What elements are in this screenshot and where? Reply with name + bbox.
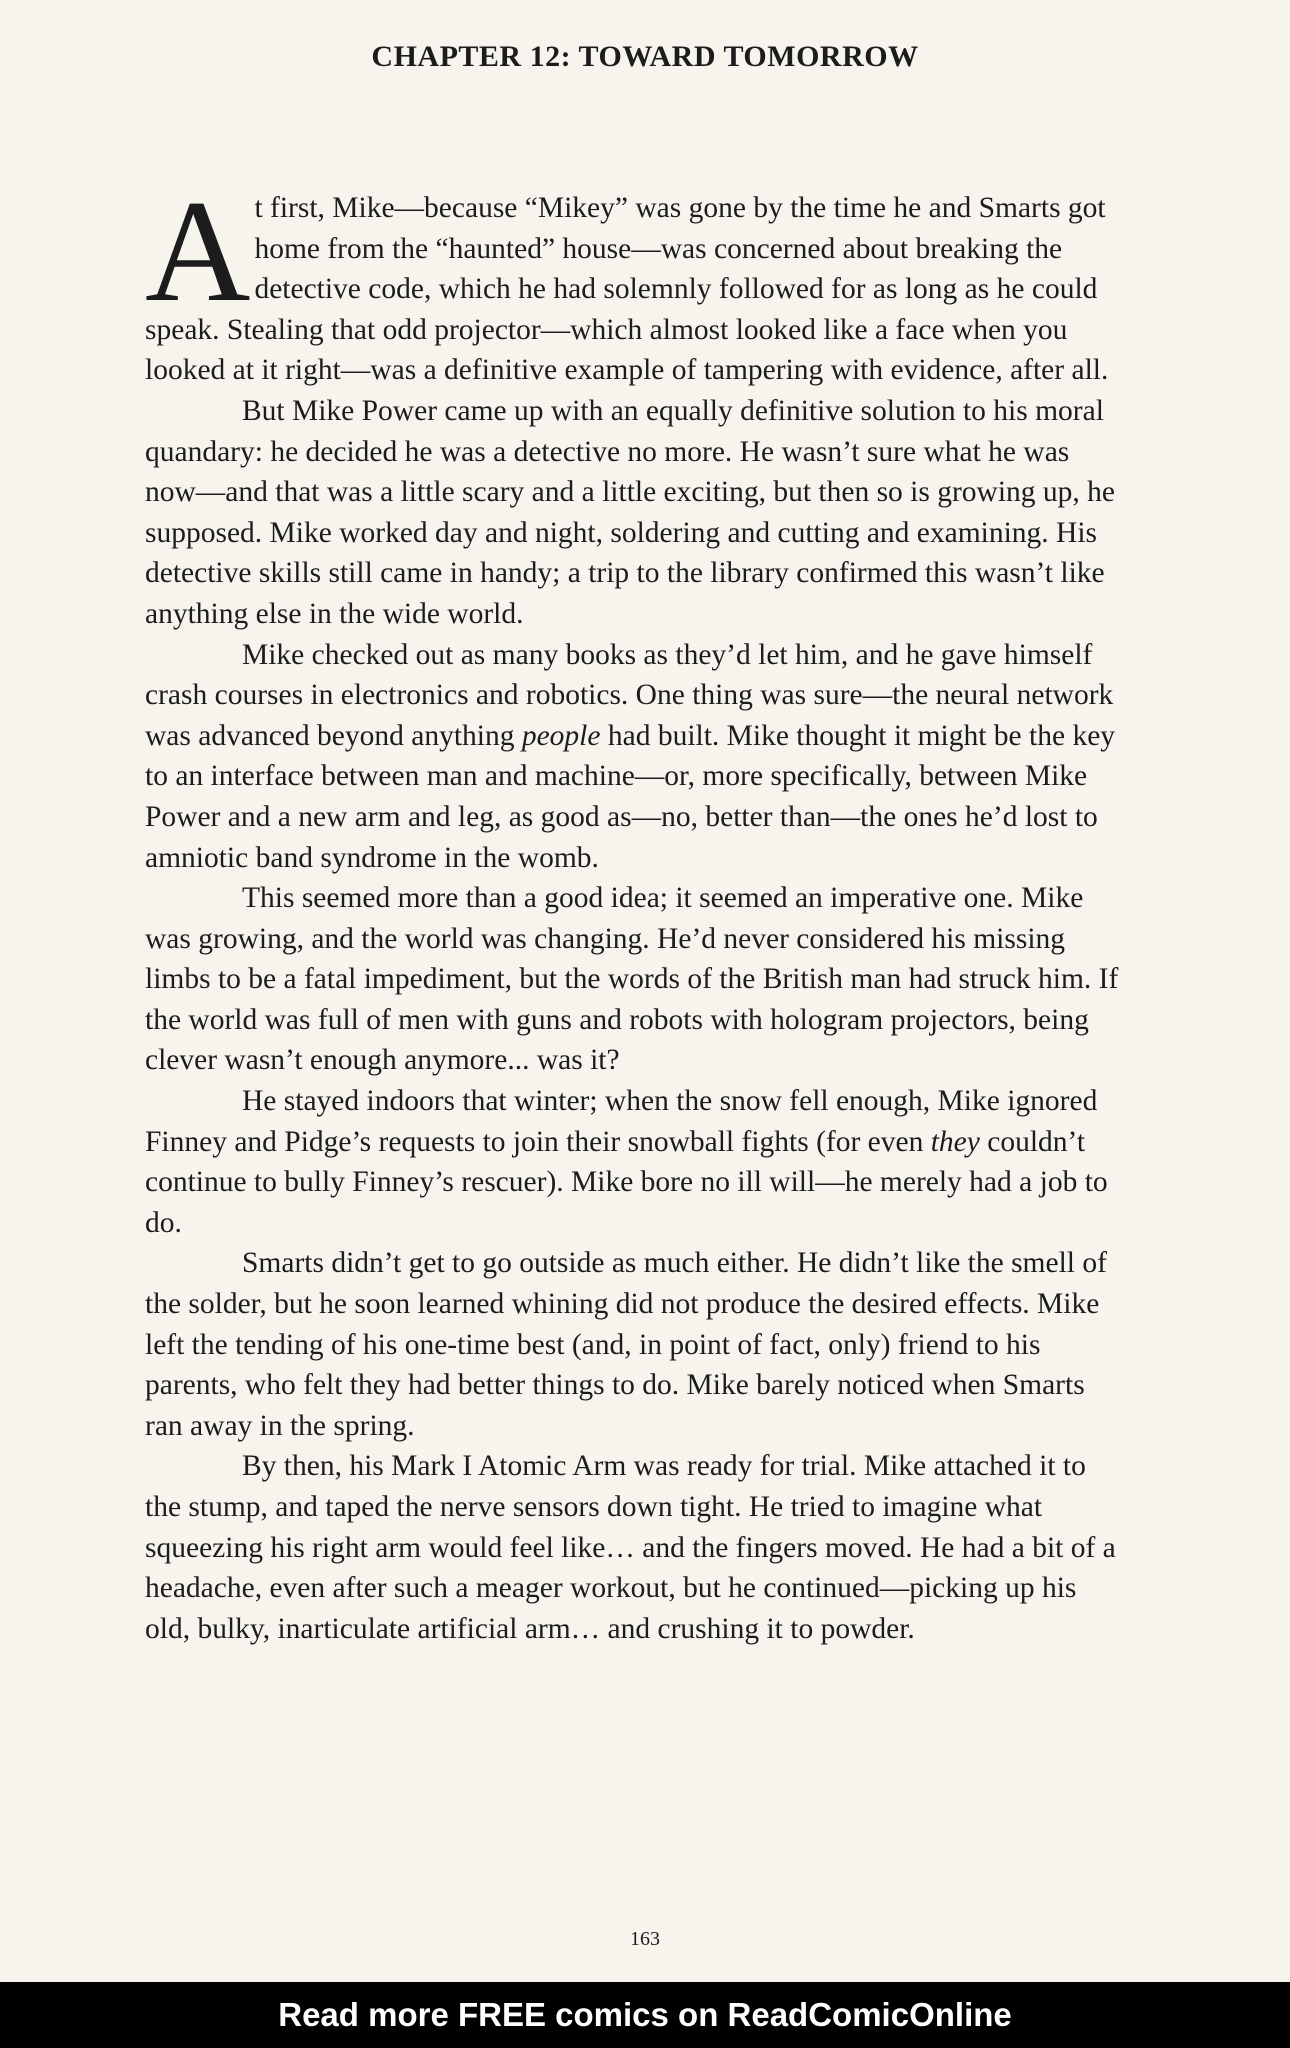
footer-banner[interactable] xyxy=(0,1982,1290,2048)
paragraph-6: Smarts didn’t get to go outside as much either. He didn’t like the smell of the solder, but he soon learned whining did not produce the desired effects. Mike left the tending of his one-time best (and, in point of fact, only) friend to his parents, who felt they had better things to do. Mike barely noticed when Smarts ran away in the spring. xyxy=(145,1247,1107,1442)
drop-cap: A xyxy=(145,170,251,332)
emphasis-text: they xyxy=(930,1125,980,1158)
paragraph-text: t first, Mike—because “Mikey” was gone by the time he and Smarts got home from the “haunted” house—was concerned about breaking the detective code, which he had solemnly followed for as long as he could speak. Stealing that odd projector—which almost looked like a face when you looked at it right—was a definitive example of tampering with evidence, after all. xyxy=(145,192,1109,387)
paragraph-7: By then, his Mark I Atomic Arm was ready for trial. Mike attached it to the stump, and taped the nerve sensors down tight. He tried to imagine what squeezing his right arm would feel like… and the fingers moved. He had a bit of a headache, even after such a meager workout, but he continued—picking up his old, bulky, inarticulate artificial arm… and crushing it to powder. xyxy=(145,1450,1116,1645)
footer-banner-text: Read more FREE comics on ReadComicOnline xyxy=(278,1996,1012,2033)
paragraph-1 xyxy=(145,170,1125,391)
paragraph-5 xyxy=(145,1081,1125,1243)
paragraph-3 xyxy=(145,635,1125,879)
paragraph-text: He stayed indoors that winter; when the snow fell enough, Mike ignored Finney and Pidge’s requests to join their snowball fights (for even xyxy=(145,1085,1098,1158)
paragraph-text: Mike checked out as many books as they’d let him, and he gave himself crash courses in electronics and robotics. One thing was sure—the neural network was advanced beyond anything xyxy=(145,638,1114,752)
paragraph-4: This seemed more than a good idea; it seemed an imperative one. Mike was growing, and the world was changing. He’d never considered his missing limbs to be a fatal impediment, but the words of the British man had struck him. If the world was full of men with guns and robots with hologram projectors, being clever wasn’t enough anymore... was it? xyxy=(145,882,1119,1077)
paragraph-text: had built. Mike thought it might be the key to an interface between man and machine—or, more specifically, between Mike Power and a new arm and leg, as good as—no, better than—the ones he’d lost to amniotic band syndrome in the womb. xyxy=(145,719,1116,874)
paragraph-text: couldn’t continue to bully Finney’s rescuer). Mike bore no ill will—he merely had a job to do. xyxy=(145,1125,1108,1239)
page-number: 163 xyxy=(630,1928,660,1950)
emphasis-text: people xyxy=(521,719,601,752)
chapter-body xyxy=(145,170,1125,1649)
chapter-title: CHAPTER 12: TOWARD TOMORROW xyxy=(371,40,919,73)
paragraph-2: But Mike Power came up with an equally definitive solution to his moral quandary: he decided he was a detective no more. He wasn’t sure what he was now—and that was a little scary and a little exciting, but then so is growing up, he supposed. Mike worked day and night, soldering and cutting and examining. His detective skills still came in handy; a trip to the library confirmed this wasn’t like anything else in the wide world. xyxy=(145,394,1116,630)
